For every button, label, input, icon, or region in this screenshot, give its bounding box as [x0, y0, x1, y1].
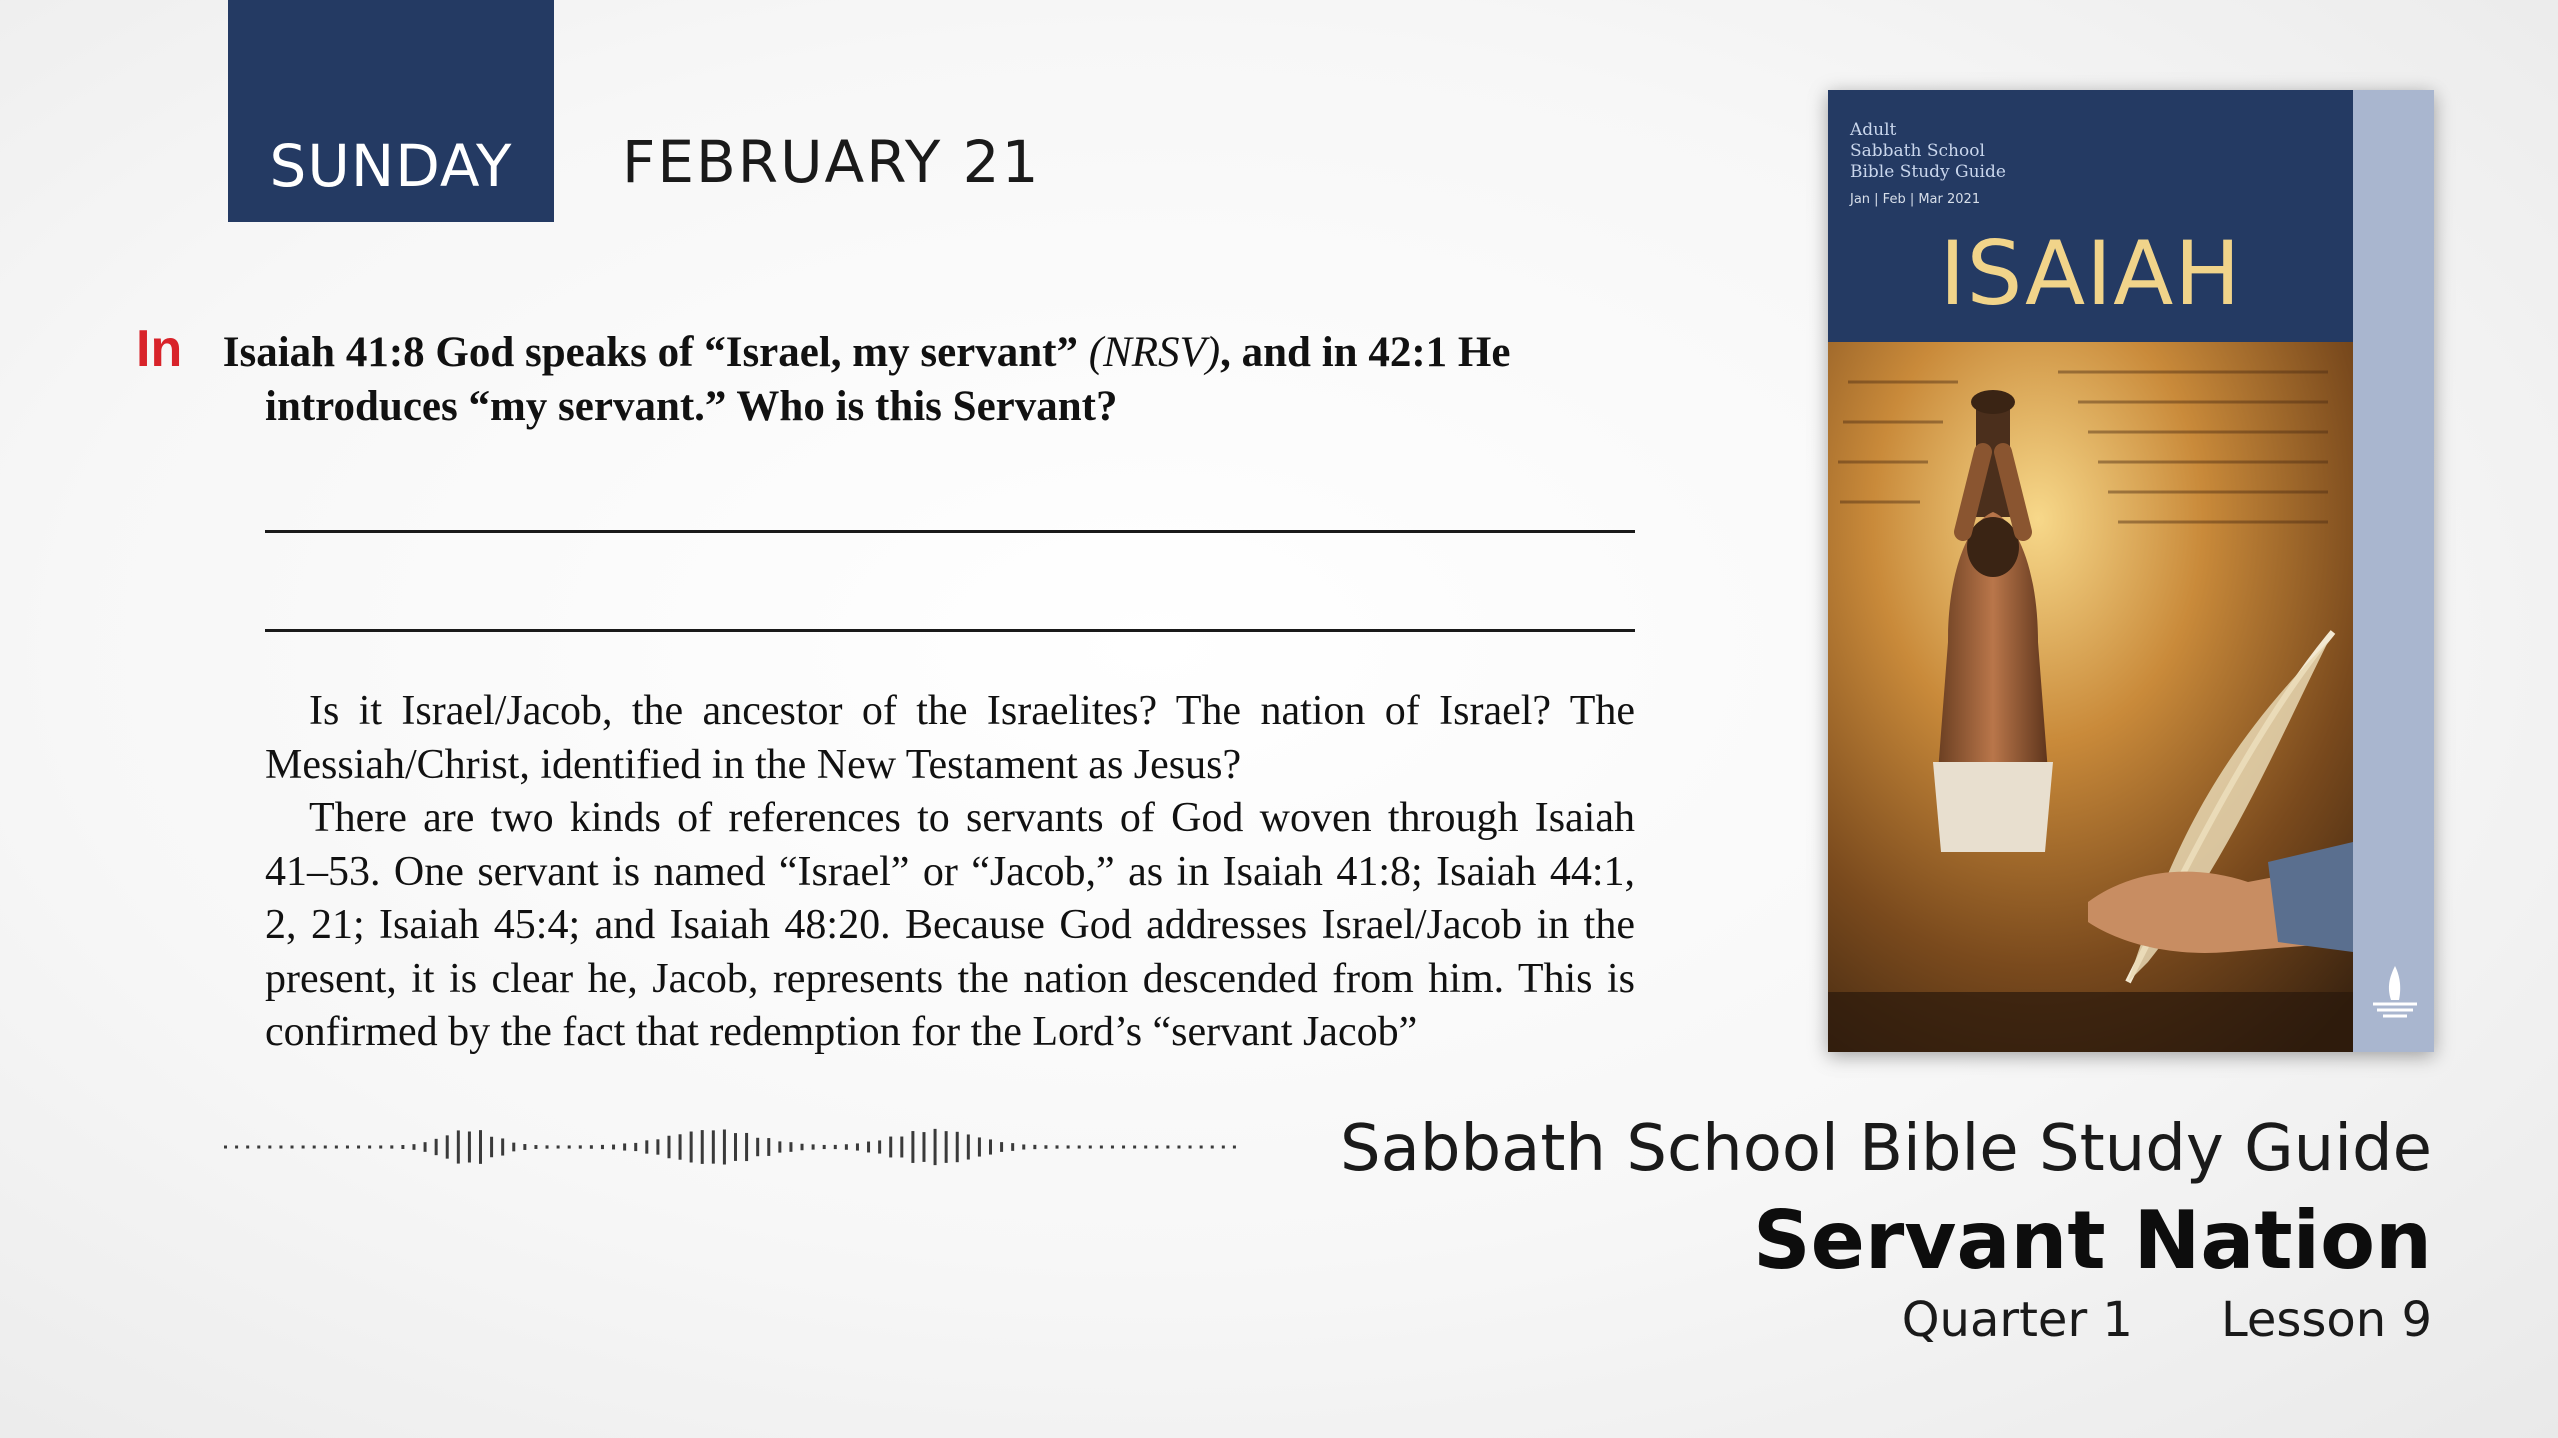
question-line-1: In Isaiah 41:8 God speaks of “Israel, my servant” (NRSV), and in 42:1 He [136, 320, 1511, 378]
waveform-bar [834, 1145, 837, 1149]
waveform-bar [512, 1143, 515, 1152]
waveform-bar [379, 1145, 382, 1148]
cover-spine [2353, 90, 2434, 1052]
waveform-bar [435, 1139, 438, 1155]
waveform-bar [1166, 1146, 1169, 1149]
waveform-bar [534, 1145, 537, 1149]
cover-title: ISAIAH [1939, 222, 2242, 325]
body-paragraph: There are two kinds of references to servants of God woven through Isaiah 41–53. One servant is named “Israel” or “Jacob,” as in Isaiah 41:8; Isaiah 44:1, 2, 21; Isaiah 45:4; and Isaiah 48:20. Because God addresses Israel/Jacob in the present, it is clear he, Jacob, represents the nation descended from him. This is confirmed by the fact that redemption for the Lord’s “servant Jacob” [265, 795, 1635, 1055]
waveform-bar [1144, 1146, 1147, 1149]
cover-meta: Adult Sabbath School Bible Study Guide Jan | Feb | Mar 2021 [1850, 120, 2250, 210]
quarter-lesson-info [1902, 1292, 2432, 1348]
waveform-bar [257, 1146, 260, 1149]
waveform-bar [1233, 1146, 1236, 1149]
question-line-2: introduces “my servant.” Who is this Servant? [265, 383, 1118, 430]
waveform-bar [390, 1145, 393, 1148]
waveform-bar [1100, 1145, 1103, 1148]
waveform-bar [612, 1145, 615, 1150]
waveform-bar [645, 1140, 648, 1153]
study-question [136, 322, 1636, 434]
waveform-bar [1078, 1145, 1081, 1148]
waveform-bar [357, 1145, 360, 1148]
waveform-bar [302, 1146, 305, 1149]
answer-line [265, 629, 1635, 632]
waveform-bar [268, 1146, 271, 1149]
waveform-bar [279, 1146, 282, 1149]
waveform-bar [1177, 1146, 1180, 1149]
waveform-bar [1056, 1145, 1059, 1148]
waveform-bar [324, 1146, 327, 1149]
waveform-bar [424, 1142, 427, 1152]
waveform-bar [934, 1129, 937, 1165]
answer-line [265, 530, 1635, 533]
waveform-bar [767, 1138, 770, 1156]
waveform-bar [1044, 1145, 1047, 1148]
waveform-bar [1222, 1146, 1225, 1149]
waveform-bar [1133, 1146, 1136, 1149]
waveform-bar [346, 1145, 349, 1148]
lesson-title: Servant Nation [1752, 1194, 2432, 1287]
waveform-bar [1011, 1143, 1014, 1151]
waveform-bar [778, 1141, 781, 1152]
waveform-bar [712, 1130, 715, 1163]
waveform-bar [401, 1145, 404, 1149]
lesson-body [265, 685, 1635, 1060]
lesson-number: Lesson 9 [2220, 1292, 2432, 1348]
waveform-bar [557, 1145, 560, 1148]
waveform-bar [1000, 1142, 1003, 1152]
waveform-bar [922, 1132, 925, 1162]
waveform-bar [1211, 1146, 1214, 1149]
cover-artwork [1828, 342, 2353, 1052]
waveform-bar [446, 1135, 449, 1158]
waveform-bar [335, 1146, 338, 1149]
waveform-bar [501, 1138, 504, 1155]
waveform-bar [856, 1143, 859, 1150]
waveform-bar [1089, 1145, 1092, 1148]
audio-waveform-icon [220, 1112, 1240, 1182]
waveform-bar [579, 1145, 582, 1148]
cover-header [1828, 90, 2353, 342]
waveform-bar [1122, 1145, 1125, 1148]
waveform-bar [789, 1142, 792, 1152]
date-label: FEBRUARY 21 [622, 128, 1041, 196]
waveform-bar [656, 1139, 659, 1154]
guide-cover [1828, 90, 2434, 1052]
waveform-bar [291, 1146, 294, 1149]
waveform-bar [468, 1131, 471, 1162]
waveform-bar [723, 1129, 726, 1164]
waveform-bar [667, 1136, 670, 1159]
waveform-bar [523, 1144, 526, 1150]
waveform-bar [956, 1132, 959, 1162]
waveform-bar [823, 1145, 826, 1149]
waveform-bar [368, 1145, 371, 1148]
question-marker: In [136, 320, 183, 378]
quarter-label: Quarter 1 [1901, 1292, 2133, 1348]
waveform-bar [989, 1139, 992, 1154]
waveform-bar [623, 1143, 626, 1150]
day-badge [228, 0, 554, 222]
waveform-bar [590, 1145, 593, 1149]
waveform-bar [967, 1134, 970, 1159]
waveform-bar [900, 1137, 903, 1158]
waveform-bar [1111, 1145, 1114, 1148]
waveform-bar [845, 1144, 848, 1150]
waveform-bar [867, 1142, 870, 1153]
waveform-bar [634, 1143, 637, 1151]
waveform-bar [1033, 1145, 1036, 1149]
waveform-bar [313, 1146, 316, 1149]
day-label: SUNDAY [269, 132, 513, 200]
nrsv-reference: (NRSV) [1088, 329, 1221, 376]
waveform-bar [568, 1145, 571, 1148]
waveform-bar [812, 1144, 815, 1149]
church-logo-icon [2365, 960, 2425, 1020]
waveform-bar [734, 1133, 737, 1161]
waveform-bar [601, 1145, 604, 1149]
waveform-bar [911, 1131, 914, 1163]
waveform-bar [978, 1137, 981, 1156]
waveform-bar [412, 1144, 415, 1150]
waveform-bar [690, 1132, 693, 1163]
waveform-bar [490, 1137, 493, 1157]
waveform-bar [235, 1146, 238, 1149]
waveform-bar [1200, 1146, 1203, 1149]
waveform-bar [745, 1133, 748, 1161]
waveform-bar [1189, 1146, 1192, 1149]
waveform-bar [801, 1144, 804, 1151]
guide-title: Sabbath School Bible Study Guide [1340, 1112, 2432, 1186]
waveform-bar [878, 1140, 881, 1153]
waveform-bar [1067, 1145, 1070, 1148]
waveform-bar [756, 1138, 759, 1156]
waveform-bar [889, 1137, 892, 1158]
waveform-bar [246, 1146, 249, 1149]
waveform-bar [1155, 1146, 1158, 1149]
cover-dates: Jan | Feb | Mar 2021 [1850, 192, 1981, 207]
waveform-bar [945, 1131, 948, 1163]
waveform-bar [701, 1130, 704, 1164]
waveform-bar [479, 1130, 482, 1164]
waveform-bar [224, 1146, 227, 1149]
body-paragraph: Is it Israel/Jacob, the ancestor of the Israelites? The nation of Israel? The Messiah/Christ, identified in the New Testament as Jesus? [265, 688, 1635, 788]
waveform-bar [546, 1145, 549, 1148]
waveform-bar [457, 1130, 460, 1163]
waveform-bar [1022, 1144, 1025, 1149]
waveform-bar [679, 1134, 682, 1159]
